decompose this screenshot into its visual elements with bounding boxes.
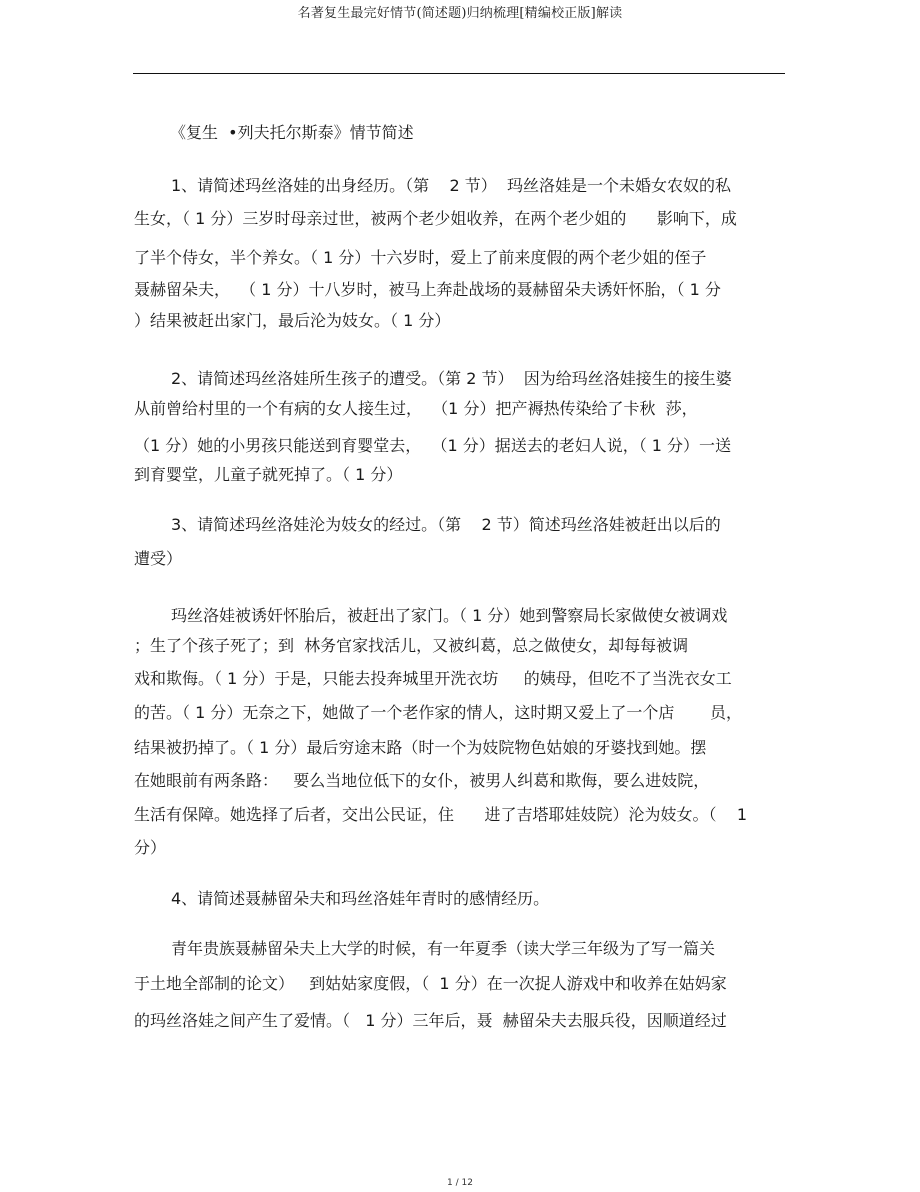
answer-1-line: 聂赫留朵夫， （ 1 分）十八岁时，被马上奔赴战场的聂赫留朵夫诱奸怀胎，（ 1 分 [134,280,721,299]
page-header-title: 名著复生最完好情节(简述题)归纳梳理[精编校正版]解读 [297,6,623,21]
question-1-line: 1、请简述玛丝洛娃的出身经历。（第 2 节） 玛丝洛娃是一个未婚女农奴的私 [171,176,731,195]
answer-3-line: 分） [134,838,167,857]
question-2-line: 2、请简述玛丝洛娃所生孩子的遭受。（第 2 节） 因为给玛丝洛娃接生的接生婆 [171,369,732,388]
answer-4-line: 的玛丝洛娃之间产生了爱情。（ 1 分）三年后，聂 赫留朵夫去服兵役，因顺道经过 [134,1011,727,1030]
answer-3-line: 玛丝洛娃被诱奸怀胎后，被赶出了家门。（ 1 分）她到警察局长家做使女被调戏 [171,606,728,625]
answer-4-line: 青年贵族聂赫留朵夫上大学的时候，有一年夏季（读大学三年级为了写一篇关 [171,939,716,958]
answer-3-line: ；生了个孩子死了；到 林务官家找活儿，又被纠葛，总之做使女，却每每被调 [134,636,689,655]
answer-1-line: 了半个侍女，半个养女。（ 1 分）十六岁时，爱上了前来度假的两个老少姐的侄子 [134,248,707,267]
answer-3-line: 的苦。（ 1 分）无奈之下，她做了一个老作家的情人，这时期又爱上了一个店 员， [134,703,742,722]
question-4-line: 4、请简述聂赫留朵夫和玛丝洛娃年青时的感情经历。 [171,889,550,908]
question-3-line: 3、请简述玛丝洛娃沦为妓女的经过。（第 2 节）简述玛丝洛娃被赶出以后的 [171,515,721,534]
answer-3-line: 在她眼前有两条路： 要么当地位低下的女仆，被男人纠葛和欺侮，要么进妓院， [134,771,710,790]
answer-4-line: 于土地全部制的论文） 到姑姑家度假，（ 1 分）在一次捉人游戏中和收养在姑妈家 [134,974,727,993]
answer-2-line: 到育婴堂，儿童子就死掉了。（ 1 分） [134,465,403,484]
page-number: 1 / 12 [447,1178,473,1188]
answer-1-line: 生女，（ 1 分）三岁时母亲过世，被两个老少姐收养，在两个老少姐的 影响下，成 [134,209,737,228]
document-heading: 《复生 •列夫托尔斯泰》情节简述 [170,123,414,142]
answer-3-line: 生活有保障。她选择了后者，交出公民证，住 进了吉塔耶娃妓院）沦为妓女。（ 1 [134,805,748,824]
question-3-line: 遭受） [134,549,183,568]
answer-2-line: 从前曾给村里的一个有病的女人接生过， （1 分）把产褥热传染给了卡秋 莎， [134,399,698,418]
answer-3-line: 戏和欺侮。（ 1 分）于是，只能去投奔城里开洗衣坊 的姨母，但吃不了当洗衣女工 [134,669,732,688]
header-rule [133,73,785,74]
answer-3-line: 结果被扔掉了。（ 1 分）最后穷途末路（时一个为妓院物色姑娘的牙婆找到她。摆 [134,738,707,757]
answer-1-line: ）结果被赶出家门，最后沦为妓女。（ 1 分） [134,311,451,330]
answer-2-line: （1 分）她的小男孩只能送到育婴堂去， （1 分）据送去的老妇人说，（ 1 分）一送 [134,436,732,455]
